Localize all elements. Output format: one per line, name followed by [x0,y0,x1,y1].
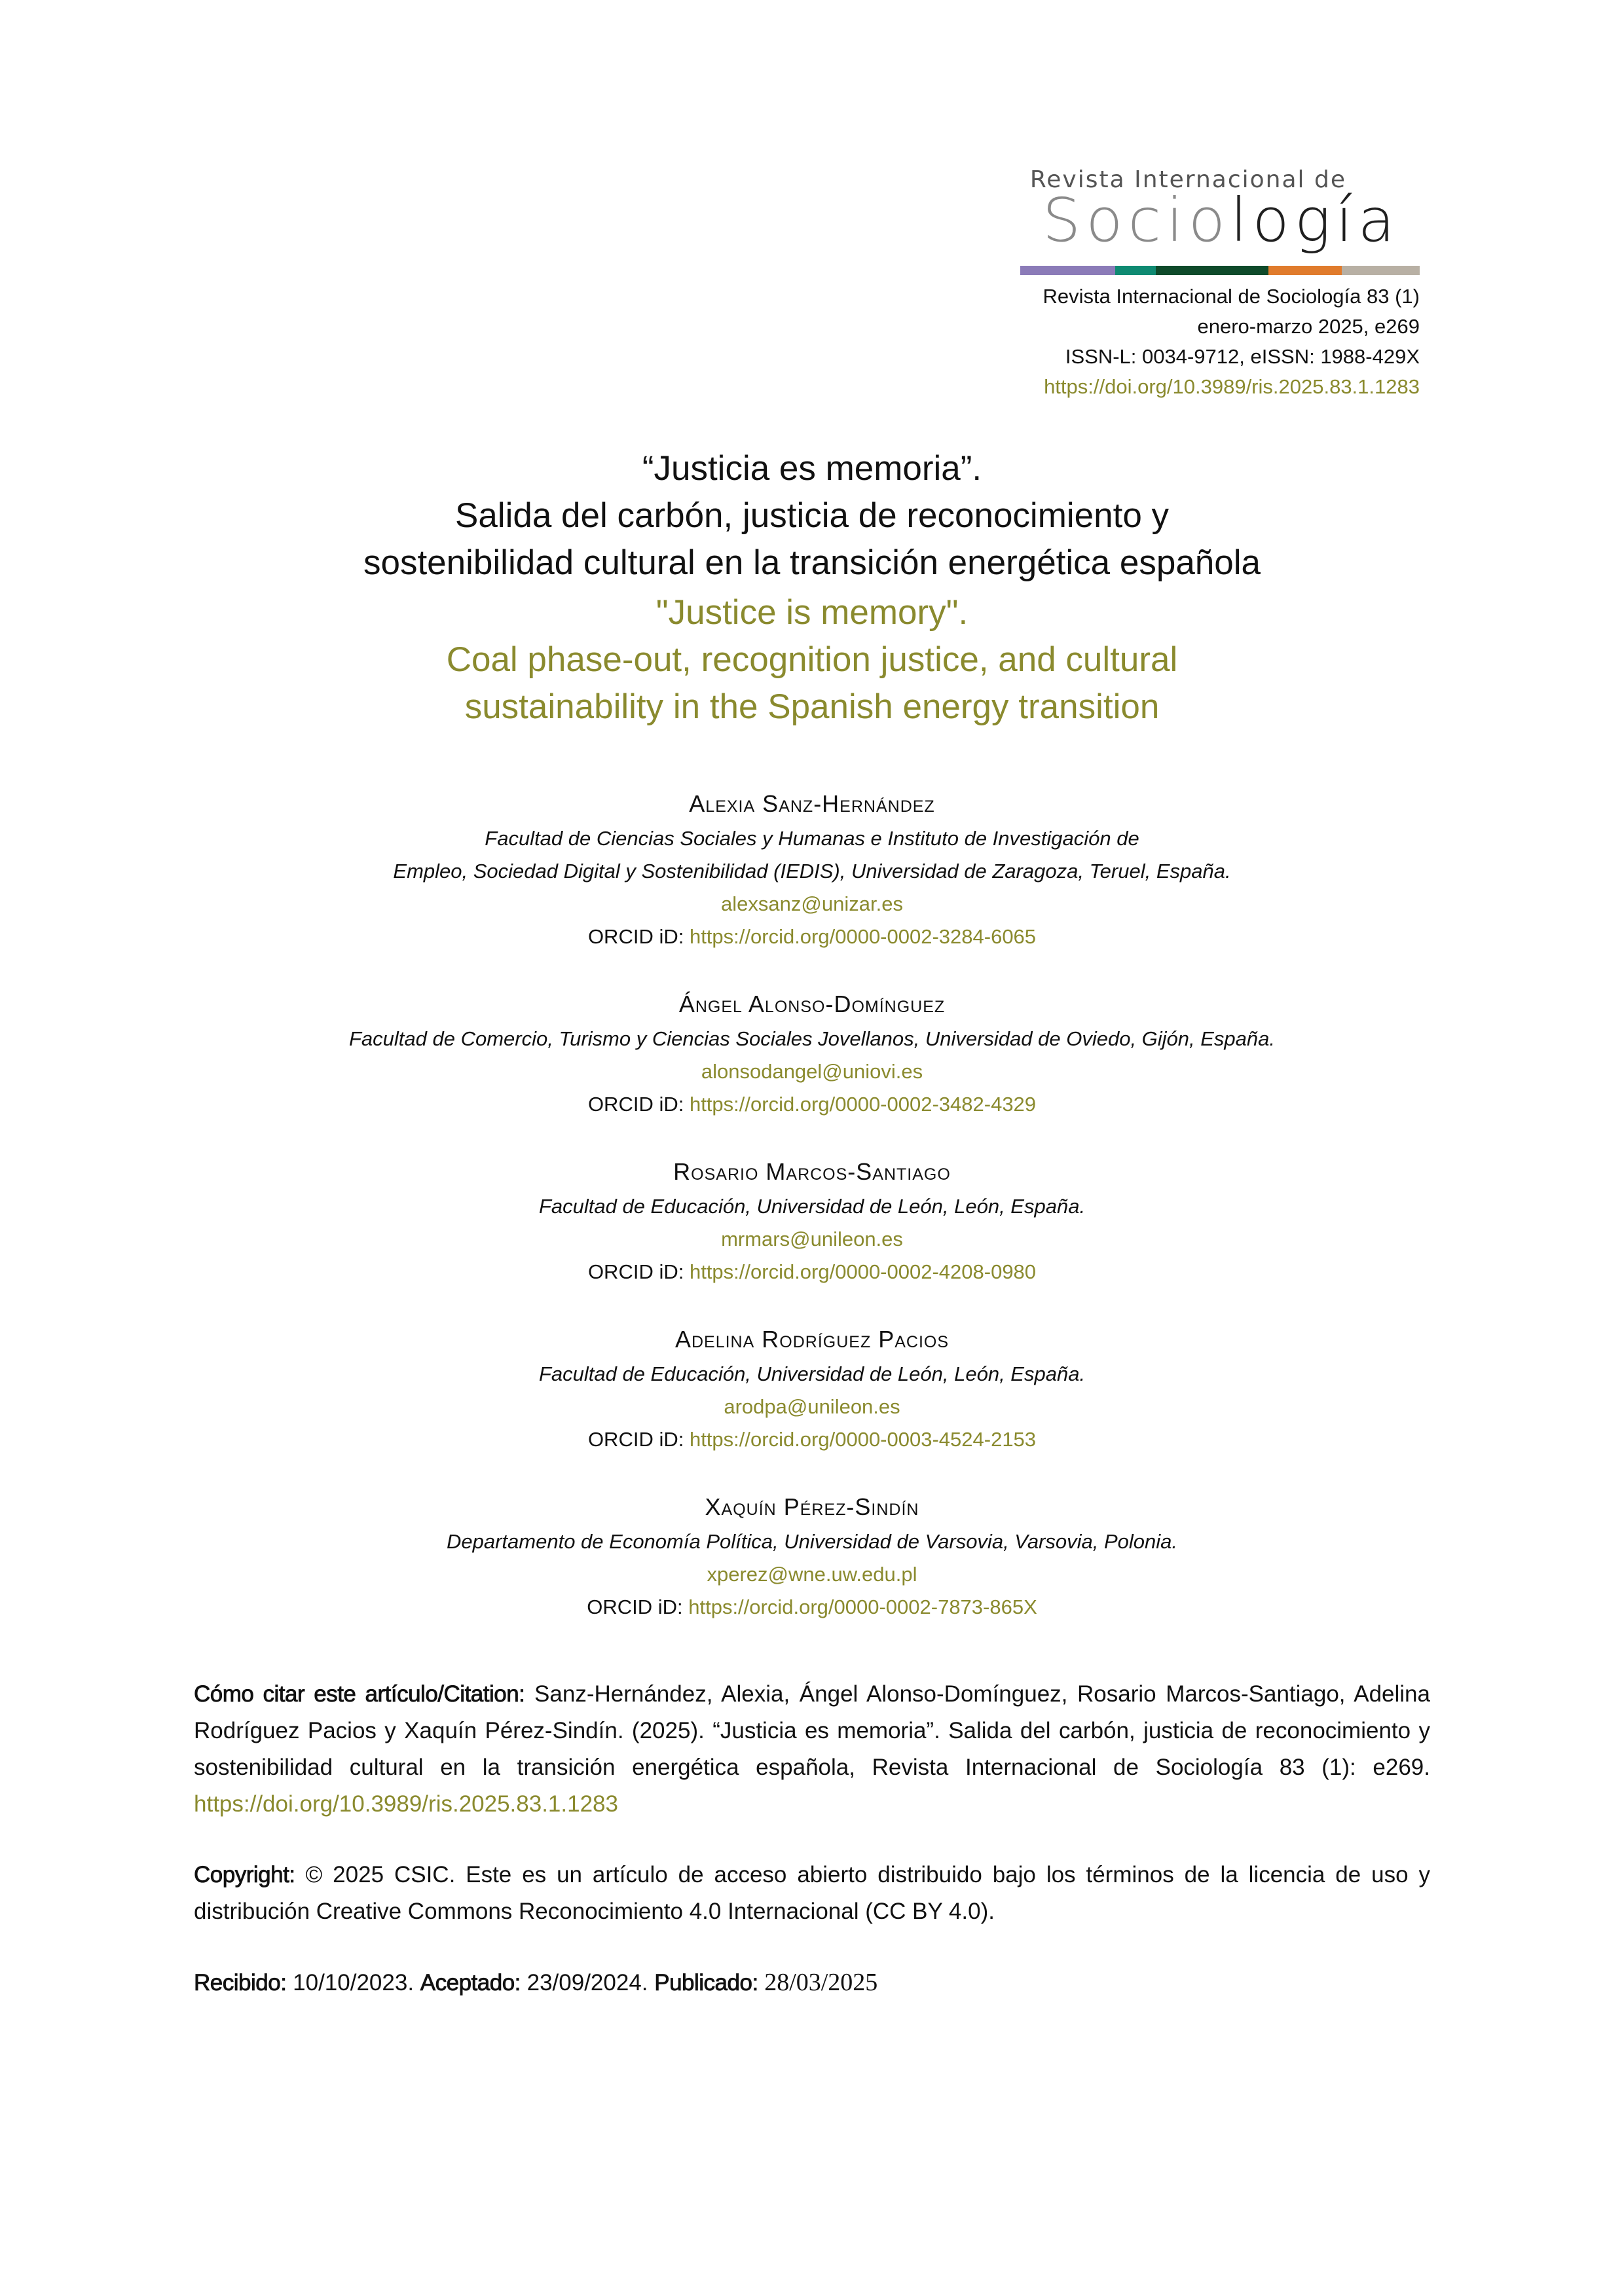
journal-volume: Revista Internacional de Sociología 83 (1) [1043,285,1420,308]
logo-subtitle: Revista Internacional de [1029,166,1346,193]
copyright-paragraph [194,1857,1430,1930]
author-email-link[interactable]: arodpa@unileon.es [724,1395,900,1418]
dates-paragraph [194,1964,1430,2001]
orcid-label: ORCID iD: [587,925,684,948]
author-affiliation: Facultad de Educación, Universidad de León, León, España. [538,1362,1086,1385]
journal-logo [1020,164,1420,275]
title-english-line1: "Justice is memory". [655,593,969,632]
citation-label: Cómo citar este artículo/Citation: [194,1681,525,1707]
copyright-text: © 2025 CSIC. Este es un artículo de acceso abierto distribuido bajo los términos de la licencia de uso y distribución Creative Commons Reconocimiento 4.0 Internacional (CC BY 4.0). [194,1862,1430,1924]
title-spanish-line2: Salida del carbón, justicia de reconocimiento y [454,496,1170,535]
logo-bar-segment-purple [1020,266,1115,275]
author-affiliation: Facultad de Comercio, Turismo y Ciencias Sociales Jovellanos, Universidad de Oviedo, Gijón, España. [348,1027,1276,1050]
accepted-label: Aceptado: [420,1970,521,1995]
orcid-label: ORCID iD: [587,1260,684,1283]
author-orcid-link[interactable]: https://orcid.org/0000-0002-3284-6065 [689,925,1037,948]
author-name: Adelina Rodríguez Pacios [674,1326,950,1353]
article-notes [194,1676,1430,2035]
citation-doi-link[interactable]: https://doi.org/10.3989/ris.2025.83.1.1283 [194,1791,618,1817]
author-orcid [170,920,1454,953]
orcid-label: ORCID iD: [587,1093,684,1116]
journal-issn: ISSN-L: 0034-9712, eISSN: 1988-429X [1065,345,1420,368]
title-english [170,589,1454,731]
journal-issue-date: enero-marzo 2025, e269 [1197,315,1420,338]
author-name: Alexia Sanz-Hernández [689,790,935,817]
logo-color-bar [1020,266,1420,275]
logo-bar-segment-teal [1115,266,1156,275]
logo-bar-segment-orange [1268,266,1342,275]
article-titles [170,445,1454,731]
citation-text: Sanz-Hernández, Alexia, Ángel Alonso-Domínguez, Rosario Marcos-Santiago, Adelina Rodríguez Pacios y Xaquín Pérez-Sindín. (2025). “Justicia es memoria”. Salida del carbón, justicia de reconocimiento y sostenibilidad cultural en la transición energética española, Revista Internacional de Sociología 83 (1): e269. [194,1681,1430,1780]
logo-bar-segment-gray [1342,266,1420,275]
author-block [170,1489,1454,1624]
author-orcid [170,1591,1454,1624]
author-email-link[interactable]: mrmars@unileon.es [721,1228,903,1250]
copyright-label: Copyright: [194,1862,295,1887]
logo-title [1043,187,1400,253]
author-orcid [170,1423,1454,1456]
author-orcid [170,1256,1454,1288]
author-orcid-link[interactable]: https://orcid.org/0000-0002-3482-4329 [689,1093,1037,1116]
author-block [170,1321,1454,1456]
author-affiliation: Facultad de Ciencias Sociales y Humanas e Instituto de Investigación de [485,827,1139,850]
logo-title-part2: logía [1230,185,1400,255]
author-orcid-link[interactable]: https://orcid.org/0000-0003-4524-2153 [689,1428,1037,1451]
author-orcid-link[interactable]: https://orcid.org/0000-0002-4208-0980 [689,1260,1037,1283]
journal-doi-link[interactable]: https://doi.org/10.3989/ris.2025.83.1.1283 [1044,375,1420,398]
author-email-link[interactable]: alonsodangel@uniovi.es [701,1060,923,1083]
author-block [170,786,1454,953]
published-label: Publicado: [654,1970,758,1995]
author-block [170,986,1454,1121]
logo-title-part1: Socio [1042,185,1230,255]
orcid-label: ORCID iD: [587,1595,683,1618]
citation-paragraph [194,1676,1430,1823]
title-spanish-line3: sostenibilidad cultural en la transición energética española [363,543,1261,582]
author-email-link[interactable]: alexsanz@unizar.es [721,892,903,915]
received-label: Recibido: [194,1970,287,1995]
title-spanish-line1: “Justicia es memoria”. [642,449,982,488]
author-name: Ángel Alonso-Domínguez [678,991,946,1017]
journal-meta [1043,282,1420,402]
author-email-link[interactable]: xperez@wne.uw.edu.pl [707,1563,917,1586]
author-block [170,1154,1454,1288]
author-affiliation-cont: Empleo, Sociedad Digital y Sostenibilidad (IEDIS), Universidad de Zaragoza, Teruel, España. [393,860,1231,883]
author-orcid-link[interactable]: https://orcid.org/0000-0002-7873-865X [688,1595,1037,1618]
logo-bar-segment-darkgreen [1156,266,1268,275]
author-affiliation: Departamento de Economía Política, Universidad de Varsovia, Varsovia, Polonia. [446,1530,1177,1553]
title-english-line3: sustainability in the Spanish energy transition [464,687,1160,726]
author-list [170,786,1454,1656]
author-orcid [170,1088,1454,1121]
received-date: 10/10/2023. [286,1970,420,1995]
author-name: Rosario Marcos-Santiago [673,1158,951,1185]
orcid-label: ORCID iD: [587,1428,684,1451]
author-name: Xaquín Pérez-Sindín [705,1493,919,1520]
author-affiliation: Facultad de Educación, Universidad de León, León, España. [538,1195,1086,1218]
title-english-line2: Coal phase-out, recognition justice, and cultural [446,640,1178,679]
published-date: 28/03/2025 [758,1969,878,1996]
accepted-date: 23/09/2024. [520,1970,655,1995]
title-spanish [170,445,1454,587]
